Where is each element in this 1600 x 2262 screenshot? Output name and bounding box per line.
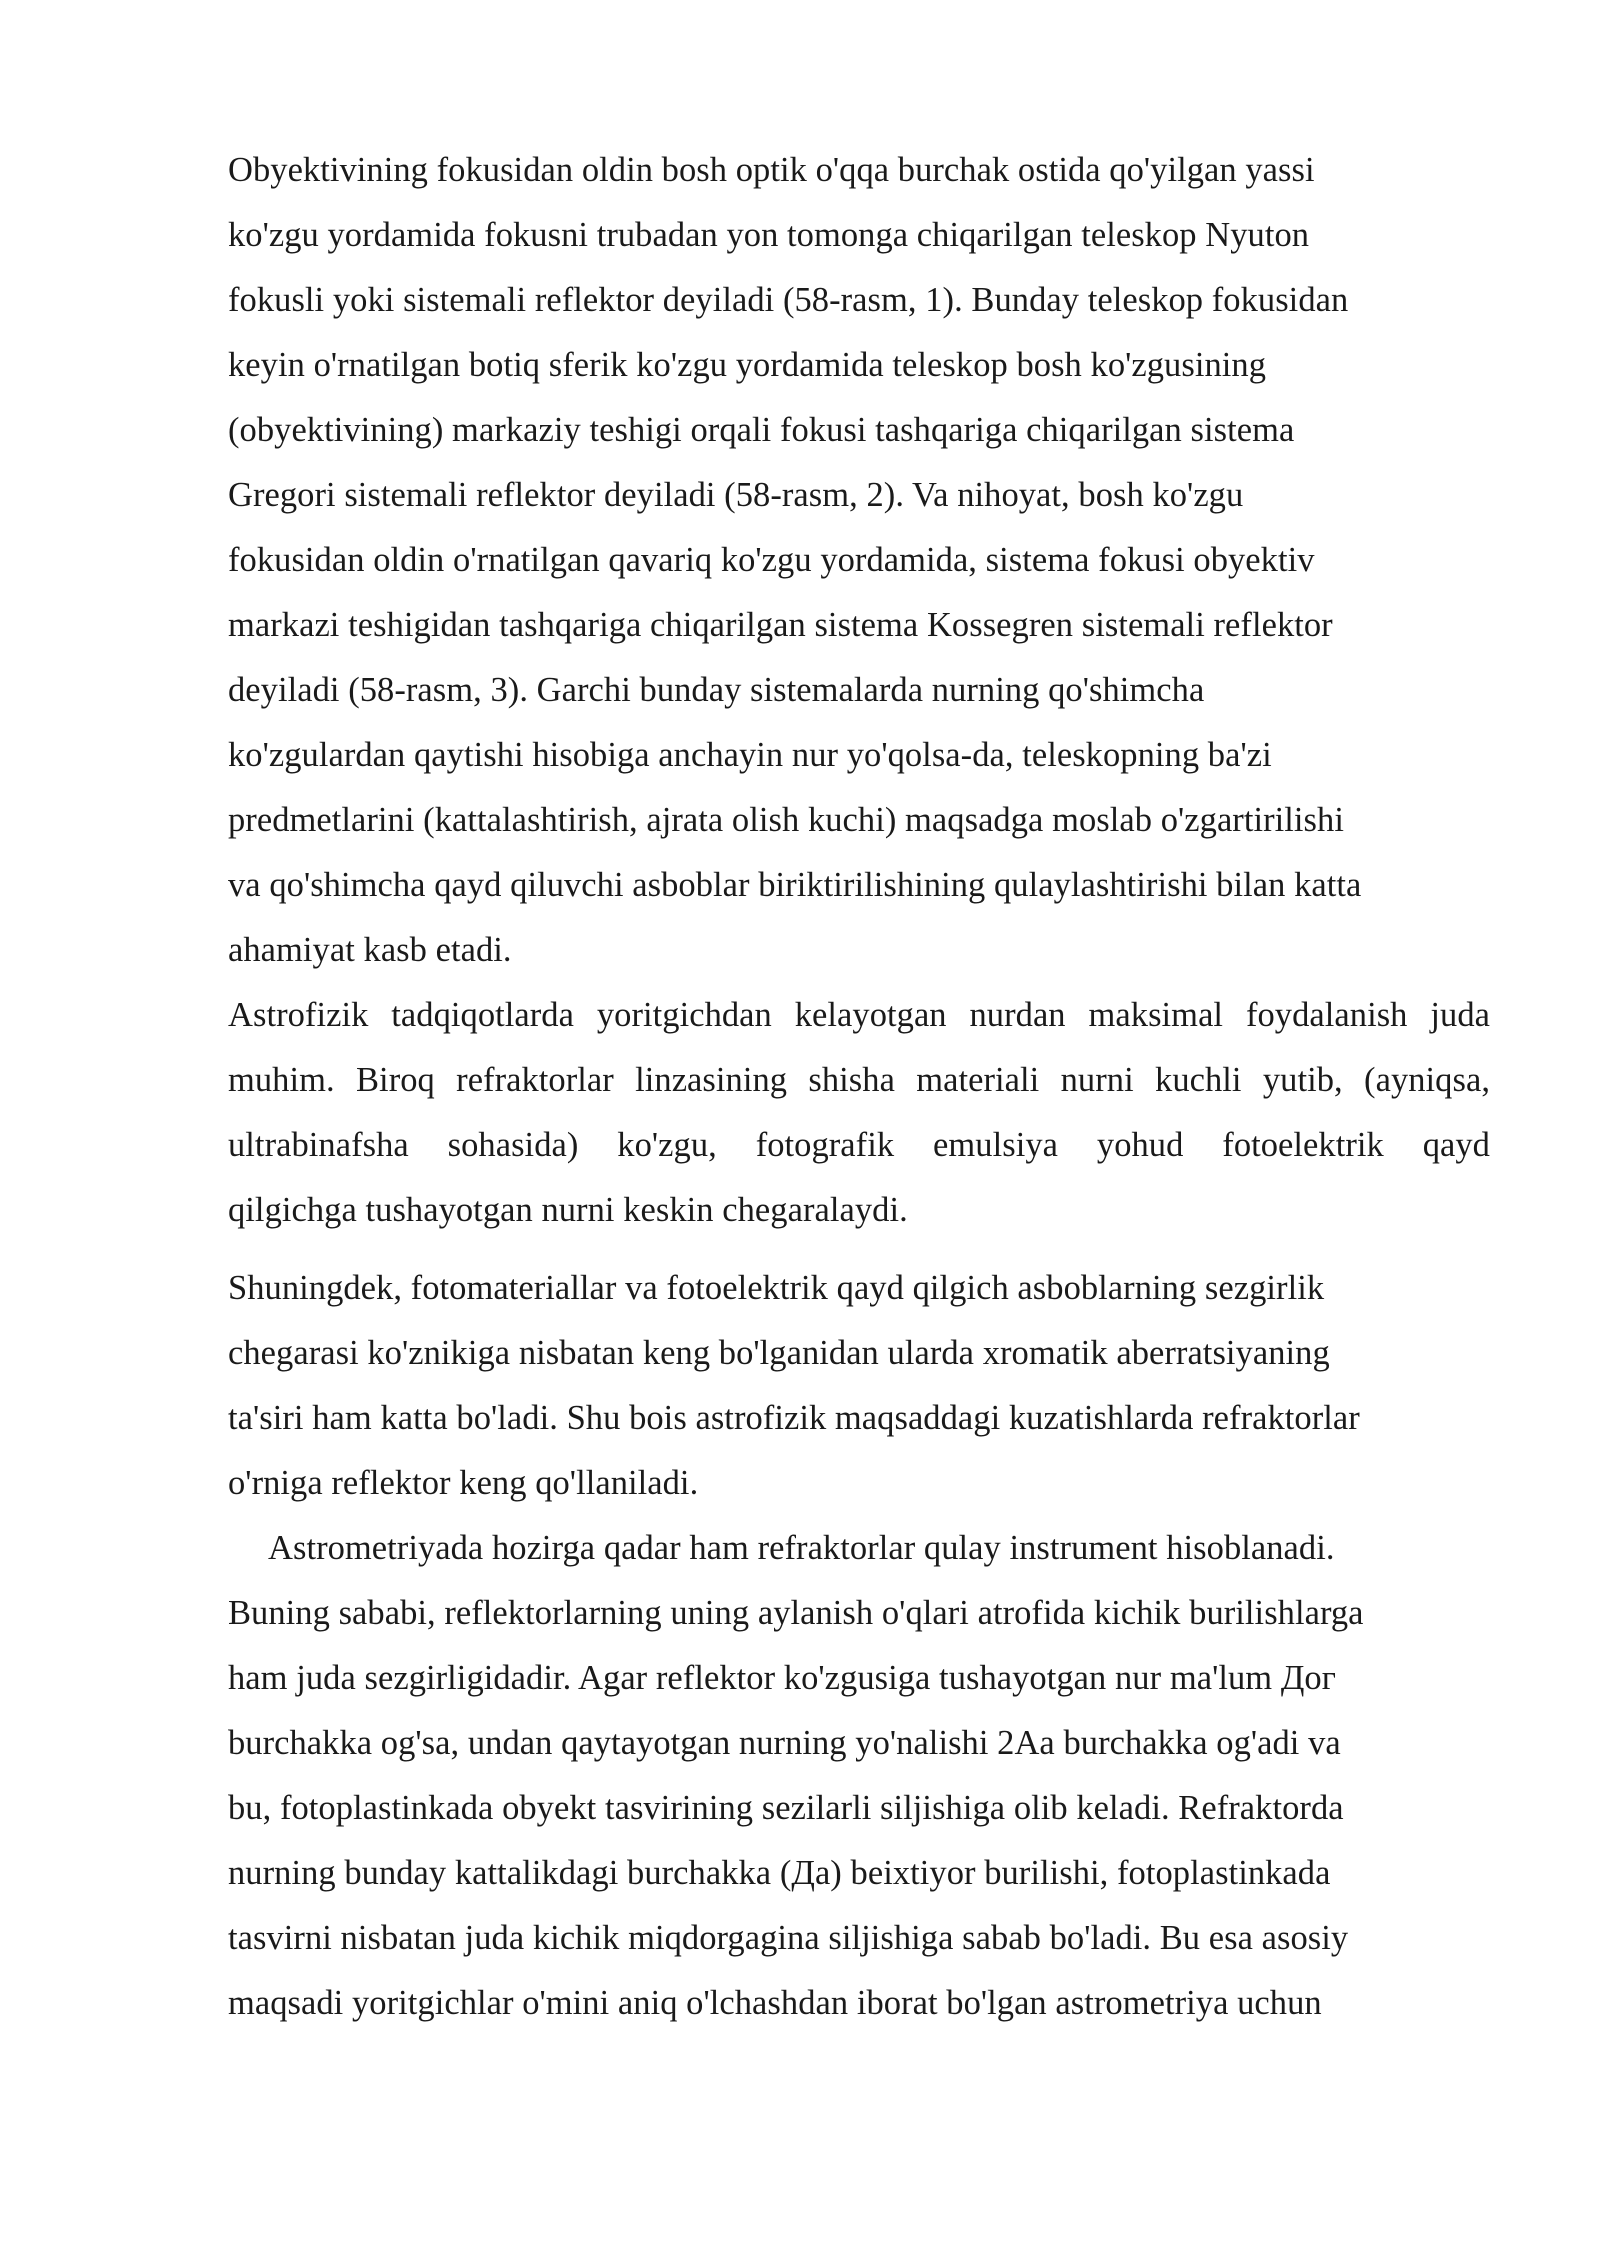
text-line: ultrabinafsha sohasida) ko'zgu, fotografik emulsiya yohud fotoelektrik qayd (228, 1126, 1490, 1164)
text-line: fokusli yoki sistemali reflektor deyiladi (58-rasm, 1). Bunday teleskop fokusidan (228, 281, 1349, 319)
text-line: Gregori sistemali reflektor deyiladi (58-rasm, 2). Va nihoyat, bosh ko'zgu (228, 476, 1244, 514)
text-line: keyin o'rnatilgan botiq sferik ko'zgu yordamida teleskop bosh ko'zgusining (228, 346, 1266, 384)
text-line: predmetlarini (kattalashtirish, ajrata olish kuchi) maqsadga moslab o'zgartirilishi (228, 801, 1344, 839)
text-line: Astrometriyada hozirga qadar ham refraktorlar qulay instrument hisoblanadi. (268, 1529, 1335, 1567)
paragraph-reflector-systems (228, 138, 1490, 983)
text-line: Buning sababi, reflektorlarning uning aylanish o'qlari atrofida kichik burilishlarga (228, 1594, 1364, 1632)
text-line: Obyektivining fokusidan oldin bosh optik o'qqa burchak ostida qo'yilgan yassi (228, 151, 1315, 189)
text-line: deyiladi (58-rasm, 3). Garchi bunday sistemalarda nurning qo'shimcha (228, 671, 1205, 709)
text-line: markazi teshigidan tashqariga chiqarilgan sistema Kossegren sistemali reflektor (228, 606, 1333, 644)
text-line: ko'zgu yordamida fokusni trubadan yon tomonga chiqarilgan teleskop Nyuton (228, 216, 1310, 254)
document-page (228, 138, 1490, 2036)
text-line: o'rniga reflektor keng qo'llaniladi. (228, 1464, 699, 1502)
text-line: Astrofizik tadqiqotlarda yoritgichdan kelayotgan nurdan maksimal foydalanish juda (228, 996, 1490, 1034)
text-line: va qo'shimcha qayd qiluvchi asboblar biriktirilishining qulaylashtirishi bilan katta (228, 866, 1362, 904)
paragraph-photomaterials (228, 1256, 1490, 1516)
paragraph-astrometry (228, 1516, 1490, 2036)
paragraph-astrophysical-research (228, 983, 1490, 1243)
text-line: maqsadi yoritgichlar o'mini aniq o'lchashdan iborat bo'lgan astrometriya uchun (228, 1984, 1322, 2022)
text-line: qilgichga tushayotgan nurni keskin chegaralaydi. (228, 1191, 908, 1229)
text-line: Shuningdek, fotomateriallar va fotoelektrik qayd qilgich asboblarning sezgirlik (228, 1269, 1325, 1307)
text-line: ham juda sezgirligidadir. Agar reflektor ko'zgusiga tushayotgan nur ma'lum Дог (228, 1659, 1336, 1697)
text-line: nurning bunday kattalikdagi burchakka (Да) beixtiyor burilishi, fotoplastinkada (228, 1854, 1331, 1892)
text-line: chegarasi ko'znikiga nisbatan keng bo'lganidan ularda xromatik aberratsiyaning (228, 1334, 1330, 1372)
text-line: tasvirni nisbatan juda kichik miqdorgagina siljishiga sabab bo'ladi. Bu esa asosiy (228, 1919, 1349, 1957)
text-line: muhim. Biroq refraktorlar linzasining shisha materiali nurni kuchli yutib, (ayniqsa, (228, 1061, 1490, 1099)
text-line: burchakka og'sa, undan qaytayotgan nurning yo'nalishi 2Aa burchakka og'adi va (228, 1724, 1341, 1762)
text-line: bu, fotoplastinkada obyekt tasvirining sezilarli siljishiga olib keladi. Refraktorda (228, 1789, 1344, 1827)
text-line: ko'zgulardan qaytishi hisobiga anchayin nur yo'qolsa-da, teleskopning ba'zi (228, 736, 1272, 774)
text-line: ahamiyat kasb etadi. (228, 931, 512, 969)
text-line: fokusidan oldin o'rnatilgan qavariq ko'zgu yordamida, sistema fokusi obyektiv (228, 541, 1315, 579)
text-line: ta'siri ham katta bo'ladi. Shu bois astrofizik maqsaddagi kuzatishlarda refraktorlar (228, 1399, 1360, 1437)
text-line: (obyektivining) markaziy teshigi orqali fokusi tashqariga chiqarilgan sistema (228, 411, 1295, 449)
